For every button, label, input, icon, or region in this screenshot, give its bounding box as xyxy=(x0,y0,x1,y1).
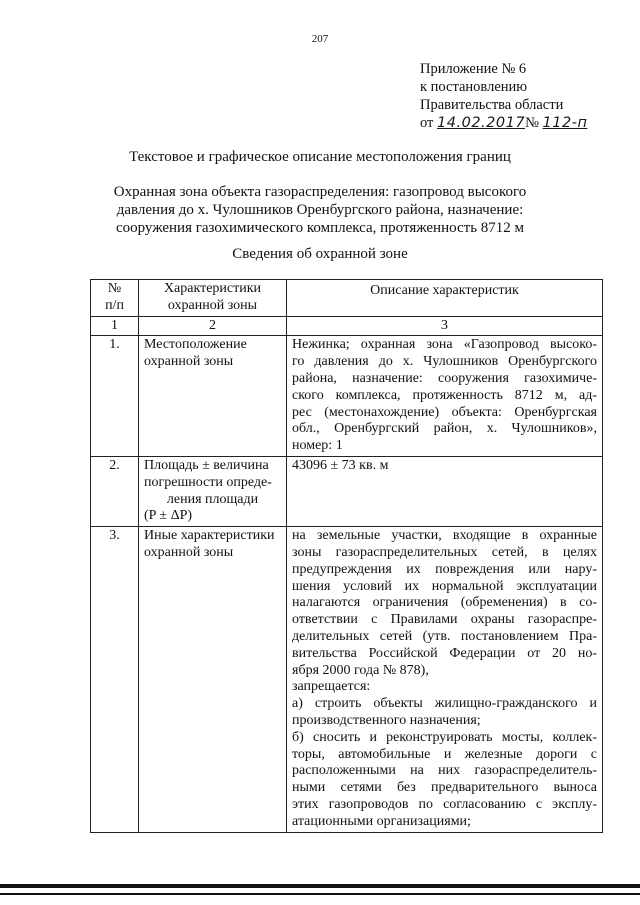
zone-table xyxy=(90,279,603,833)
description-line: б) сносить и реконструировать мосты, коллек- xyxy=(292,729,597,745)
section-title: Сведения об охранной зоне xyxy=(232,246,408,262)
appendix-block xyxy=(420,60,587,132)
description-line: этих газопроводов по согласованию с эксплу- xyxy=(292,796,597,812)
row-description xyxy=(287,336,603,457)
page-number: 207 xyxy=(311,33,329,45)
description-line: торы, автомобильные и железные дороги с xyxy=(292,746,597,762)
index-cell-2: 2 xyxy=(139,316,287,336)
description-line: района, назначение: сооружения газохимиче- xyxy=(292,370,597,386)
description-line: ября 2000 года № 878), xyxy=(292,662,429,678)
description-line: расположенными на них газораспределитель- xyxy=(292,763,597,779)
document-subtitle xyxy=(0,183,640,237)
row-characteristic xyxy=(139,527,287,832)
description-line: номер: 1 xyxy=(292,438,343,454)
description-line: налагаются ограничения (обременения) в со- xyxy=(292,595,597,611)
subtitle-line-3: сооружения газохимического комплекса, протяженность 8712 м xyxy=(115,220,525,236)
subtitle-line-2: давления до х. Чулошников Оренбургского района, назначение: xyxy=(116,202,524,218)
subtitle-line-1: Охранная зона объекта газораспределения: газопровод высокого xyxy=(113,184,527,200)
appendix-line-1: Приложение № 6 xyxy=(420,61,527,77)
appendix-date: 14.02.2017 xyxy=(437,115,526,131)
row-description xyxy=(287,527,603,832)
description-line: го давления до х. Чулошников Оренбургского xyxy=(292,354,597,370)
characteristic-line: охранной зоны xyxy=(144,544,234,560)
row-characteristic xyxy=(139,336,287,457)
table-row xyxy=(91,456,603,526)
description-line: на земельные участки, входящие в охранные xyxy=(292,528,597,544)
table-index-row xyxy=(91,316,603,336)
description-line: ответствии с Правилами охраны газораспре- xyxy=(292,612,597,628)
description-line: запрещается: xyxy=(292,679,371,695)
description-line: 43096 ± 73 кв. м xyxy=(292,457,389,473)
header-characteristics-line-1: Характеристики xyxy=(163,281,262,296)
header-number-line-2: п/п xyxy=(105,297,124,313)
bottom-rule-thick xyxy=(0,884,640,888)
characteristic-line: ления площади xyxy=(166,491,259,507)
description-line: ными сетями без предварительного выноса xyxy=(292,780,597,796)
description-line: а) строить объекты жилищно-гражданского и xyxy=(292,696,597,712)
header-number xyxy=(91,280,139,317)
document-title: Текстовое и графическое описание местоположения границ xyxy=(129,149,511,165)
table-row xyxy=(91,336,603,457)
row-characteristic xyxy=(139,456,287,526)
description-line: ского комплекса, протяженность 8712 м, ад- xyxy=(292,387,597,403)
header-number-line-1: № xyxy=(107,281,122,296)
bottom-rule-thin xyxy=(0,893,640,895)
description-line: делительных сетей (утв. постановлением Пра- xyxy=(292,628,597,644)
description-line: рес (местонахождение) объекта: Оренбургская xyxy=(292,404,597,420)
description-line: Нежинка; охранная зона «Газопровод высоко- xyxy=(292,337,597,353)
appendix-line-3: Правительства области xyxy=(420,97,564,113)
characteristic-line: Иные характеристики xyxy=(144,528,275,544)
row-number: 2. xyxy=(91,456,139,526)
header-characteristics xyxy=(139,280,287,317)
appendix-date-line xyxy=(420,114,587,132)
characteristic-line: охранной зоны xyxy=(144,354,234,370)
row-number: 3. xyxy=(91,527,139,832)
appendix-from-prefix: от xyxy=(420,115,434,131)
description-line: производственного назначения; xyxy=(292,712,481,728)
characteristic-line: (P ± ΔP) xyxy=(144,508,193,524)
description-line: атационными организациями; xyxy=(292,813,471,829)
characteristic-line: погрешности опреде- xyxy=(144,474,272,490)
characteristic-line: Площадь ± величина xyxy=(144,457,269,473)
row-number: 1. xyxy=(91,336,139,457)
row-description xyxy=(287,456,603,526)
description-line: вительства Российской Федерации от 20 но- xyxy=(292,645,597,661)
description-line: предупреждения их повреждения или нару- xyxy=(292,561,597,577)
header-description: Описание характеристик xyxy=(287,280,603,317)
description-line: обл., Оренбургский район, х. Чулошников», xyxy=(292,421,597,437)
appendix-number-sign: № xyxy=(525,115,539,131)
appendix-line-2: к постановлению xyxy=(420,79,528,95)
table-header-row xyxy=(91,280,603,317)
description-line: зоны газораспределительных сетей, в целях xyxy=(292,544,597,560)
description-line: шения условий их нормальной эксплуатации xyxy=(292,578,597,594)
header-characteristics-line-2: охранной зоны xyxy=(167,297,258,313)
index-cell-3: 3 xyxy=(287,316,603,336)
table-row xyxy=(91,527,603,832)
characteristic-line: Местоположение xyxy=(144,337,247,353)
appendix-number: 112-п xyxy=(542,115,588,131)
index-cell-1: 1 xyxy=(91,316,139,336)
